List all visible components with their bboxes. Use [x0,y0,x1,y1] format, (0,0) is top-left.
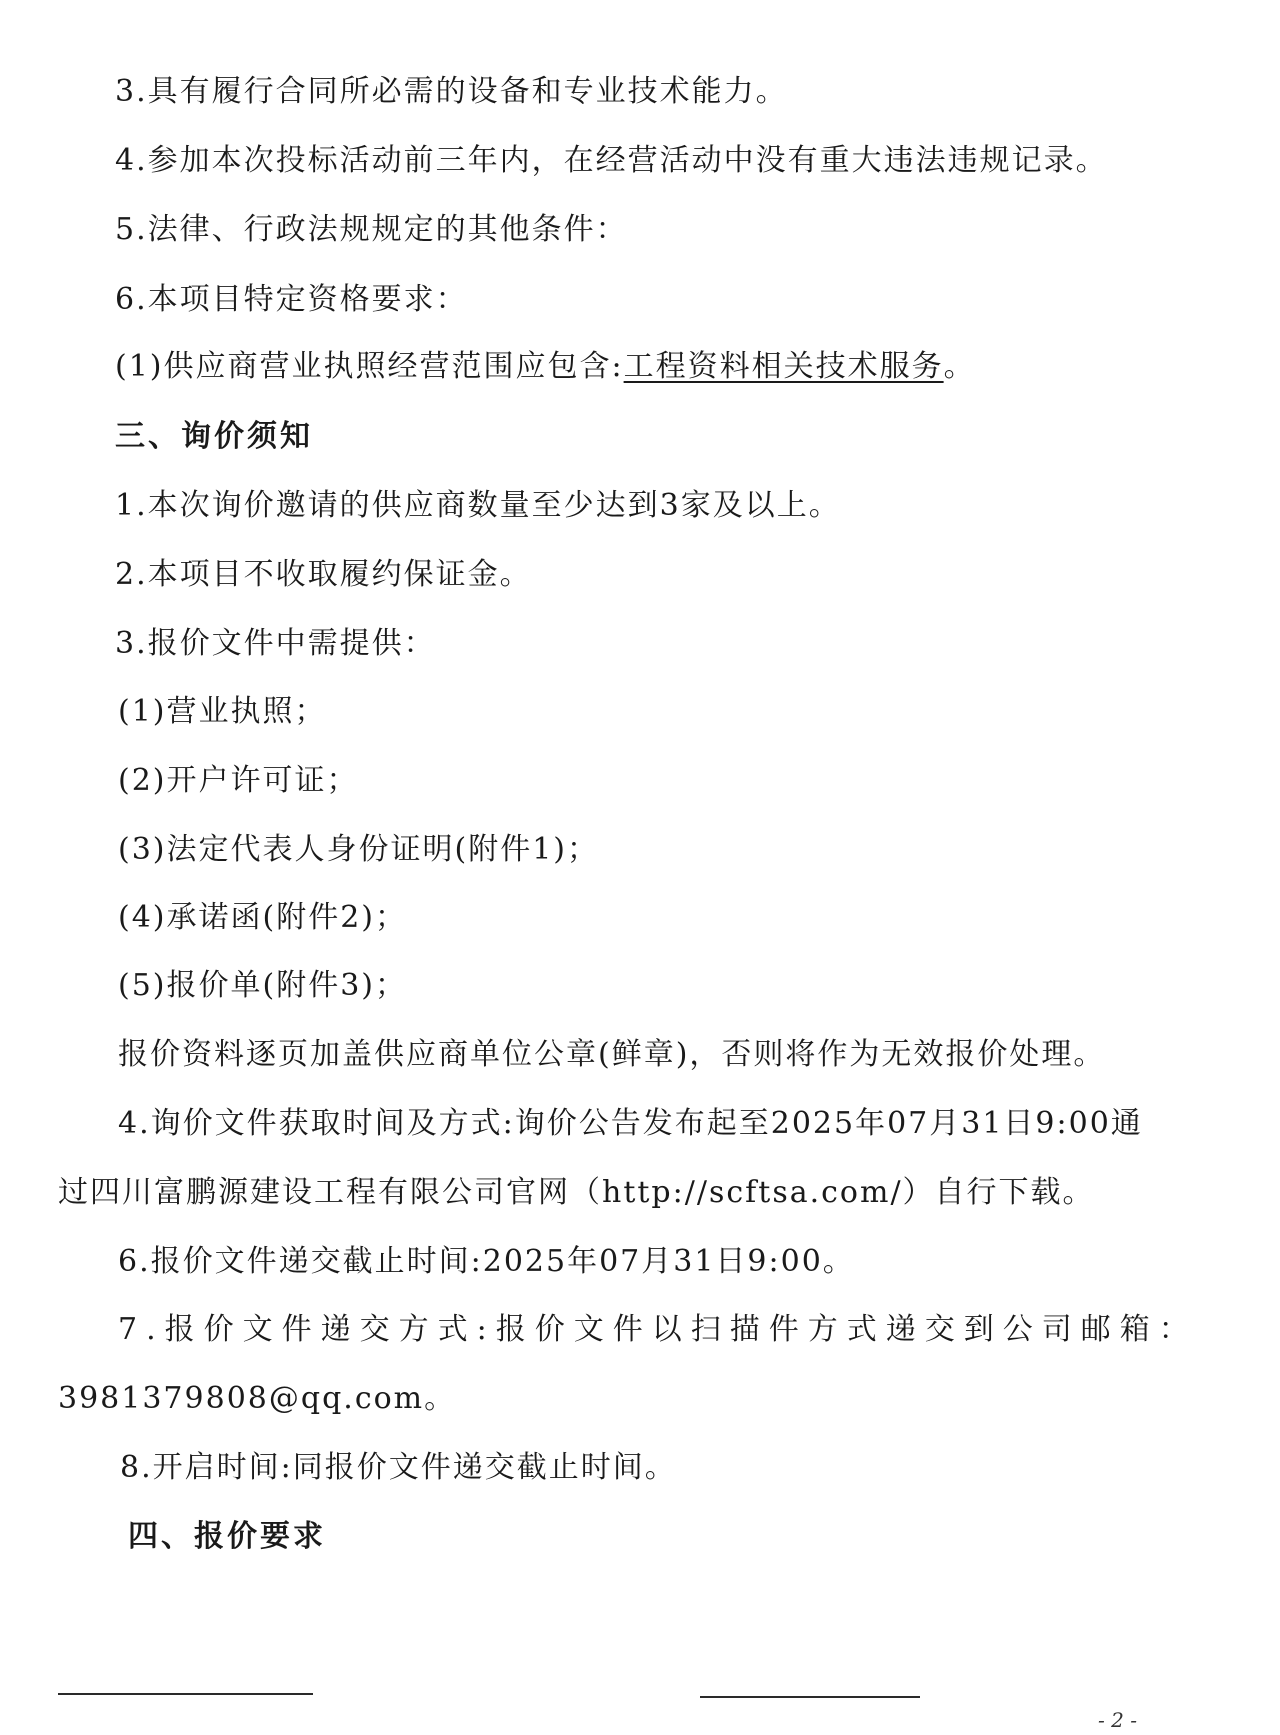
text-line: (4)承诺函(附件2)； [118,900,407,935]
period: 。 [943,349,976,384]
text-line: (5)报价单(附件3)； [118,968,407,1003]
text-line: 过四川富鹏源建设工程有限公司官网（http://scftsa.com/）自行下载。 [58,1175,1095,1210]
text-line: 8.开启时间:同报价文件递交截止时间。 [120,1450,677,1485]
text-line: 4.参加本次投标活动前三年内，在经营活动中没有重大违法违规记录。 [115,143,1108,178]
section-heading: 四、报价要求 [128,1519,326,1554]
text-line [115,347,976,387]
footer-rule-right [700,1696,920,1698]
text-line: 5.法律、行政法规规定的其他条件： [115,212,628,247]
email-address: 3981379808@qq.com。 [58,1381,457,1416]
text-line: 4.询价文件获取时间及方式:询价公告发布起至2025年07月31日9:00通 [118,1106,1143,1141]
text-line: 3.具有履行合同所必需的设备和专业技术能力。 [115,74,788,109]
text-line: 2.本项目不收取履约保证金。 [115,557,532,592]
requirement-prefix: (1)供应商营业执照经营范围应包含: [115,349,624,384]
text-line: 7.报价文件递交方式:报价文件以扫描件方式递交到公司邮箱： [118,1312,1198,1347]
section-heading: 三、询价须知 [115,419,313,454]
text-line: (3)法定代表人身份证明(附件1)； [118,832,599,867]
page-number: - 2 - [1098,1708,1137,1732]
text-line: 1.本次询价邀请的供应商数量至少达到3家及以上。 [115,488,841,523]
text-line: 6.报价文件递交截止时间:2025年07月31日9:00。 [118,1244,855,1279]
text-line: (2)开户许可证； [118,763,359,798]
footer-rule-left [58,1693,313,1695]
text-line: 6.本项目特定资格要求： [115,282,468,317]
text-line: (1)营业执照； [118,694,327,729]
business-scope-underlined: 工程资料相关技术服务 [623,349,944,384]
text-line: 报价资料逐页加盖供应商单位公章(鲜章)，否则将作为无效报价处理。 [118,1037,1106,1072]
text-line: 3.报价文件中需提供： [115,626,436,661]
